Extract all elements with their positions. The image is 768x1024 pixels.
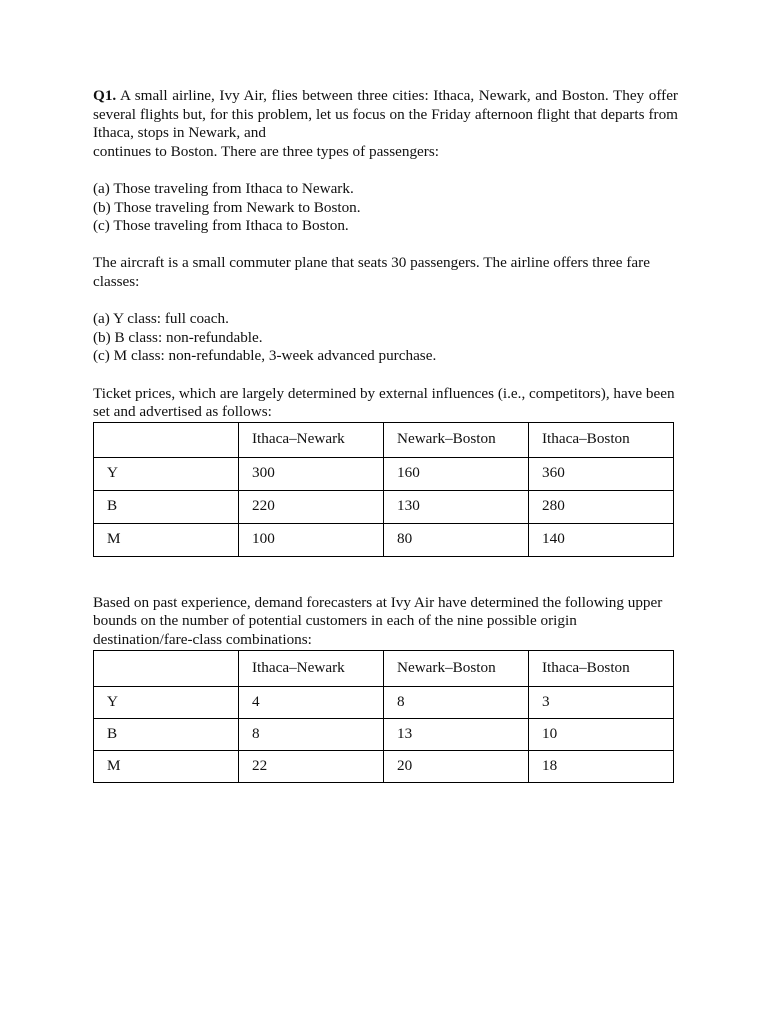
fare-class-a: (a) Y class: full coach. xyxy=(93,310,229,328)
table-cell: 360 xyxy=(529,457,674,490)
aircraft-paragraph: The aircraft is a small commuter plane that seats 30 passengers. The airline offers three fare classes: xyxy=(93,254,650,290)
table-cell: 100 xyxy=(239,523,384,556)
table-cell: 22 xyxy=(239,750,384,782)
passenger-type-c: (c) Those traveling from Ithaca to Boston. xyxy=(93,217,349,235)
table-header-cell: Ithaca–Boston xyxy=(529,650,674,686)
table-cell: 300 xyxy=(239,457,384,490)
table-cell: 80 xyxy=(384,523,529,556)
table-header-cell xyxy=(94,422,239,457)
table-cell: 160 xyxy=(384,457,529,490)
table-header-cell xyxy=(94,650,239,686)
table-header-cell: Newark–Boston xyxy=(384,422,529,457)
question-label: Q1. xyxy=(93,87,117,104)
table-cell: 3 xyxy=(529,686,674,718)
fare-class-cell: M xyxy=(94,523,239,556)
fare-class-cell: B xyxy=(94,490,239,523)
fare-class-b: (b) B class: non-refundable. xyxy=(93,328,263,346)
table-row xyxy=(94,686,674,718)
demand-intro-paragraph: Based on past experience, demand forecasters at Ivy Air have determined the following upper bounds on the number of potential customers in each of the nine possible origin destination/fare-class combinations: xyxy=(93,593,663,649)
document-body xyxy=(93,87,678,783)
ticket-price-table xyxy=(93,422,674,557)
table-cell: 140 xyxy=(529,523,674,556)
intro-continuation: continues to Boston. There are three types of passengers: xyxy=(93,142,439,160)
intro-paragraph xyxy=(93,87,678,143)
table-cell: 20 xyxy=(384,750,529,782)
table-row xyxy=(94,490,674,523)
table-header-cell: Ithaca–Boston xyxy=(529,422,674,457)
table-row xyxy=(94,457,674,490)
prices-intro-paragraph: Ticket prices, which are largely determined by external influences (i.e., competitors), have been set and advertised as follows: xyxy=(93,384,675,421)
table-cell: 8 xyxy=(384,686,529,718)
table-cell: 280 xyxy=(529,490,674,523)
fare-class-cell: Y xyxy=(94,457,239,490)
table-header-row xyxy=(94,422,674,457)
table-header-cell: Ithaca–Newark xyxy=(239,422,384,457)
table-row xyxy=(94,750,674,782)
table-row xyxy=(94,718,674,750)
table-cell: 10 xyxy=(529,718,674,750)
intro-text: A small airline, Ivy Air, flies between three cities: Ithaca, Newark, and Boston. They offer several flights but, for this problem, let us focus on the Friday afternoon flight that departs from Ithaca, stops in Newark, and xyxy=(93,87,678,142)
passenger-type-b: (b) Those traveling from Newark to Boston. xyxy=(93,198,361,216)
table-cell: 8 xyxy=(239,718,384,750)
fare-class-c: (c) M class: non-refundable, 3-week advanced purchase. xyxy=(93,347,437,365)
table-header-row xyxy=(94,650,674,686)
passenger-type-a: (a) Those traveling from Ithaca to Newark. xyxy=(93,179,354,197)
table-cell: 130 xyxy=(384,490,529,523)
demand-bounds-table xyxy=(93,650,674,783)
table-cell: 13 xyxy=(384,718,529,750)
fare-class-cell: M xyxy=(94,750,239,782)
table-cell: 18 xyxy=(529,750,674,782)
fare-class-cell: B xyxy=(94,718,239,750)
table-cell: 4 xyxy=(239,686,384,718)
table-header-cell: Ithaca–Newark xyxy=(239,650,384,686)
fare-class-cell: Y xyxy=(94,686,239,718)
table-row xyxy=(94,523,674,556)
table-cell: 220 xyxy=(239,490,384,523)
table-header-cell: Newark–Boston xyxy=(384,650,529,686)
